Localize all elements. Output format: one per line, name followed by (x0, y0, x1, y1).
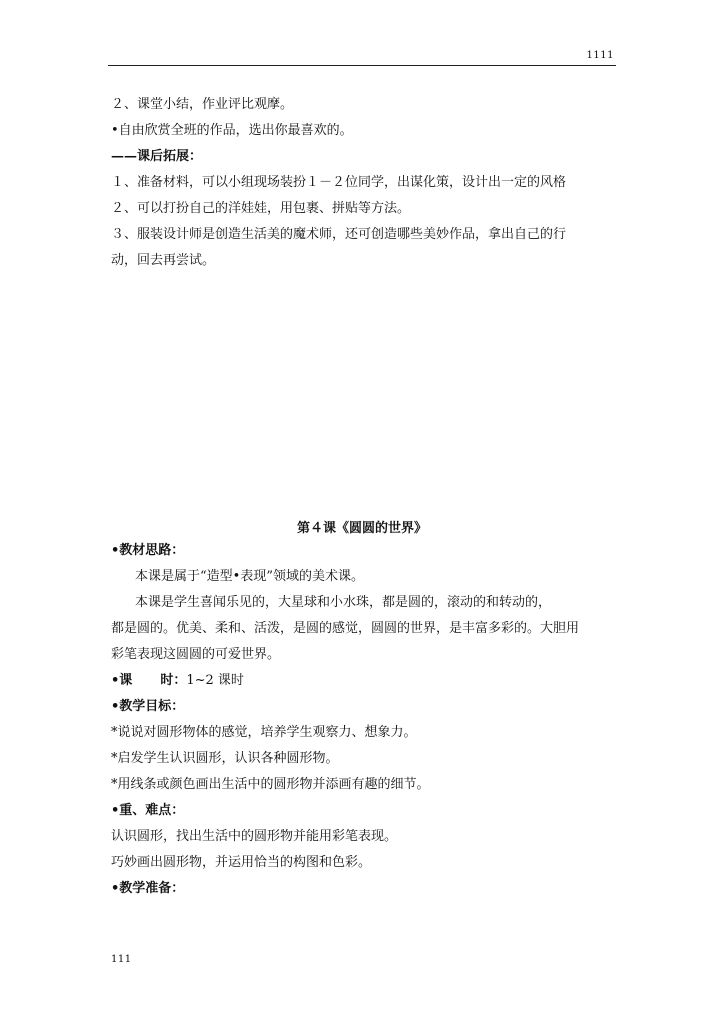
goal-item-2: *启发学生认识圆形，认识各种圆形物。 (111, 751, 339, 766)
material-paragraph-1: 本课是属于“造型•表现”领域的美术课。 (135, 569, 364, 584)
material-paragraph-2-cont: 都是圆的。优美、柔和、活泼，是圆的感觉，圆圆的世界，是丰富多彩的。大胆用 (111, 621, 580, 636)
material-paragraph-2-end: 彩笔表现这圆圆的可爱世界。 (111, 647, 281, 662)
key-point-2: 巧妙画出圆形物，并运用恰当的构图和色彩。 (111, 855, 372, 870)
extension-item-3: ３、服装设计师是创造生活美的魔术师，还可创造哪些美妙作品，拿出自己的行 (111, 227, 567, 242)
goal-item-1: *说说对圆形物体的感觉，培养学生观察力、想象力。 (111, 725, 417, 740)
goals-heading: •教学目标： (111, 699, 185, 714)
extension-item-2: ２、可以打扮自己的洋娃娃，用包裹、拼贴等方法。 (111, 201, 411, 216)
footer-page-number: 111 (111, 954, 132, 965)
preparation-heading: •教学准备： (111, 881, 185, 896)
extension-item-3-cont: 动，回去再尝试。 (111, 253, 216, 268)
header-page-number: 1111 (586, 50, 614, 61)
material-heading: •教材思路： (111, 543, 185, 558)
class-period-label-a: •课 (111, 673, 133, 688)
header-rule (108, 65, 616, 66)
key-points-heading: •重、难点： (111, 803, 185, 818)
extension-heading: ——课后拓展： (111, 149, 203, 164)
class-period-row (111, 673, 244, 689)
extension-item-1: １、准备材料，可以小组现场装扮１－２位同学，出谋化策，设计出一定的风格 (111, 175, 567, 190)
appreciation-line: •自由欣赏全班的作品，选出你最喜欢的。 (111, 123, 353, 138)
summary-line: ２、课堂小结，作业评比观摩。 (111, 97, 294, 112)
goal-item-3: *用线条或颜色画出生活中的圆形物并添画有趣的细节。 (111, 777, 430, 792)
class-period-label-b: 时： (160, 673, 187, 688)
key-point-1: 认识圆形，找出生活中的圆形物并能用彩笔表现。 (111, 829, 398, 844)
material-paragraph-2: 本课是学生喜闻乐见的，大星球和小水珠，都是圆的，滚动的和转动的， (135, 595, 552, 610)
class-period-value: 1~2 课时 (186, 673, 244, 688)
lesson-title: 第４课《圆圆的世界》 (296, 521, 427, 536)
